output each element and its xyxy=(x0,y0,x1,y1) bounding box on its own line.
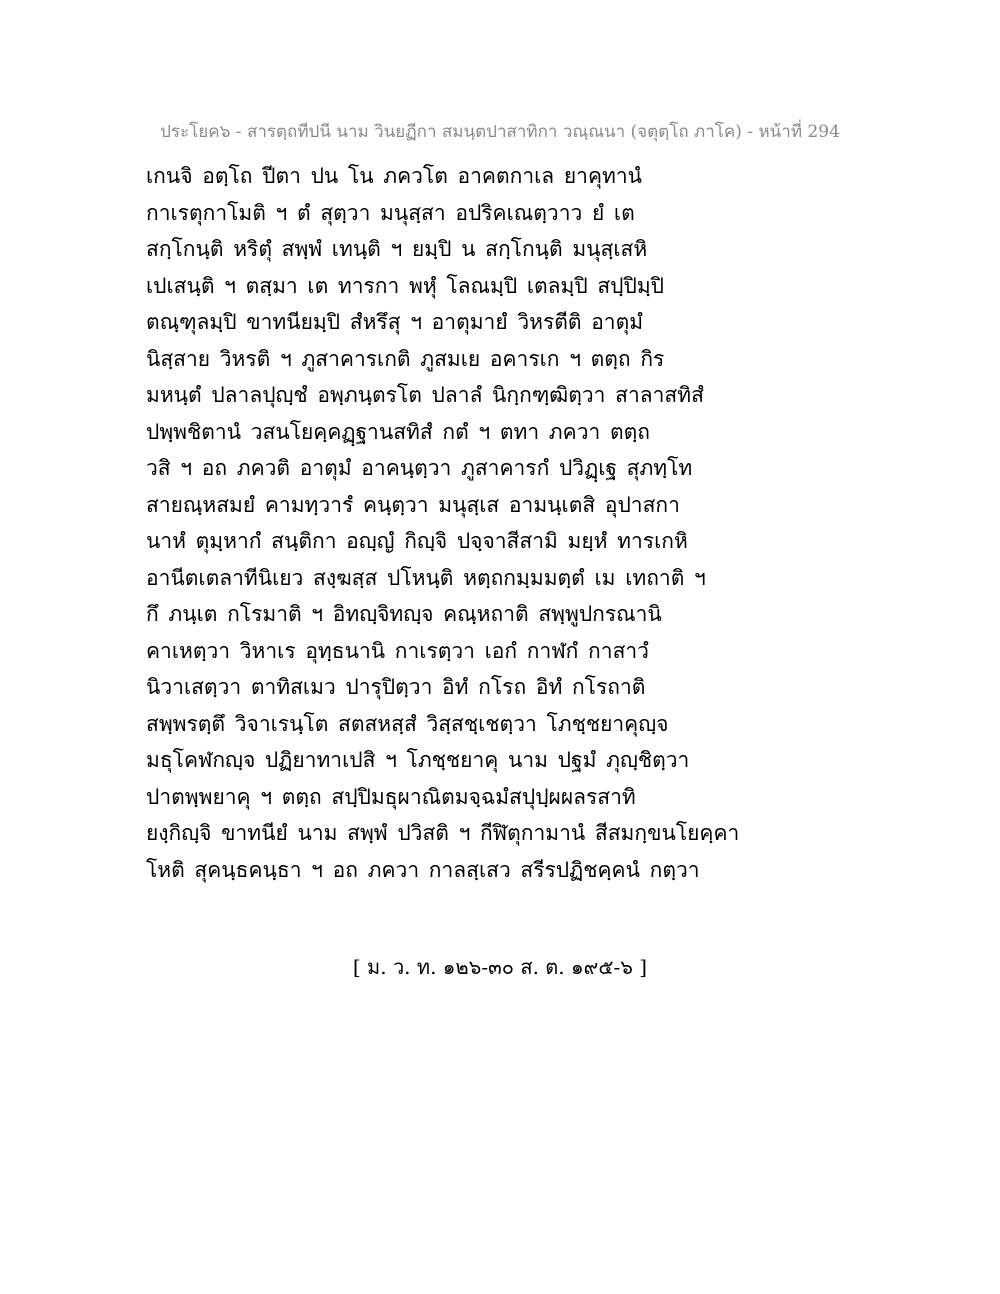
text-line: นาหํ ตุมฺหากํ สนฺติกา อญฺญํ กิญฺจิ ปจฺจาสีสามิ มยฺหํ ทารเกหิ xyxy=(146,529,688,553)
page-header: ประโยค๖ - สารตฺถทีปนี นาม วินยฏีกา สมนฺตปาสาทิกา วณฺณนา (จตุตฺโถ ภาโค) - หน้าที่ 294 xyxy=(160,122,840,142)
text-line: มธุโคฬกญฺจ ปฏิยาทาเปสิ ฯ โภชฺชยาคุ นาม ปฐมํ ภุญฺชิตฺวา xyxy=(146,748,690,772)
text-line: มหนฺตํ ปลาลปุญฺชํ อพฺภนฺตรโต ปลาลํ นิกฺกฑฺฒิตฺวา สาลาสทิสํ xyxy=(146,383,704,407)
text-line: โหติ สุคนฺธคนฺธา ฯ อถ ภควา กาลสฺเสว สรีรปฏิชคฺคนํ กตฺวา xyxy=(146,857,700,882)
text-line: สกฺโกนฺติ หริตุํ สพฺพํ เทนฺติ ฯ ยมฺปิ น สกฺโกนฺติ มนุสฺเสหิ xyxy=(146,237,648,261)
text-line: ยงฺกิญฺจิ ขาทนียํ นาม สพฺพํ ปวิสติ ฯ กีฬิตุกามานํ สีสมกฺขนโยคฺคา xyxy=(146,821,740,845)
source-reference: [ ม. ว. ท. ๑๒๖-๓๐ ส. ต. ๑๙๕-๖ ] xyxy=(352,955,648,979)
text-line: สพฺพรตฺตึ วิจาเรนฺโต สตสหสฺสํ วิสฺสชฺเชตฺวา โภชฺชยาคุญฺจ xyxy=(146,711,669,736)
text-line: ตณฺฑุลมฺปิ ขาทนียมฺปิ สํหรึสุ ฯ อาตุมายํ วิหรตีติ อาตุมํ xyxy=(146,310,644,334)
body-text xyxy=(146,158,866,888)
text-line: ปาตพฺพยาคุ ฯ ตตฺถ สปฺปิมธุผาณิตมจฺฉมํสปุปฺผผลรสาทิ xyxy=(146,784,636,809)
text-line: อานีตเตลาทีนิเยว สงฺฆสฺส ปโหนฺติ หตฺถกมฺมมตฺตํ เม เทถาติ ฯ xyxy=(146,565,706,590)
text-line: ปพฺพชิตานํ วสนโยคฺคฏฺฐานสทิสํ กตํ ฯ ตทา ภควา ตตฺถ xyxy=(146,419,650,444)
text-line: นิวาเสตฺวา ตาทิสเมว ปารุปิตฺวา อิทํ กโรถ อิทํ กโรถาติ xyxy=(146,675,646,699)
text-line: วสิ ฯ อถ ภควติ อาตุมํ อาคนฺตฺวา ภูสาคารกํ ปวิฏฺเฐ สุภทฺโท xyxy=(146,456,693,480)
text-line: เปเสนฺติ ฯ ตสฺมา เต ทารกา พหุํ โลณมฺปิ เตลมฺปิ สปฺปิมฺปิ xyxy=(146,273,665,298)
text-line: กึ ภนฺเต กโรมาติ ฯ อิทญฺจิทญฺจ คณฺหถาติ สพฺพูปกรณานิ xyxy=(146,602,662,626)
text-line: คาเหตฺวา วิหาเร อุทฺธนานิ กาเรตฺวา เอกํ กาฬกํ กาสาวํ xyxy=(146,638,649,663)
text-line: เกนจิ อตฺโถ ปีตา ปน โน ภควโต อาคตกาเล ยาคุทานํ xyxy=(146,164,642,188)
text-line: นิสฺสาย วิหรติ ฯ ภูสาคารเกติ ภูสมเย อคารเก ฯ ตตฺถ กิร xyxy=(146,346,665,371)
text-line: กาเรตุกาโมติ ฯ ตํ สุตฺวา มนุสฺสา อปริคเณตฺวาว ยํ เต xyxy=(146,200,635,225)
text-line: สายณฺหสมยํ คามทฺวารํ คนฺตฺวา มนุสฺเส อามนฺเตสิ อุปาสกา xyxy=(146,492,680,517)
